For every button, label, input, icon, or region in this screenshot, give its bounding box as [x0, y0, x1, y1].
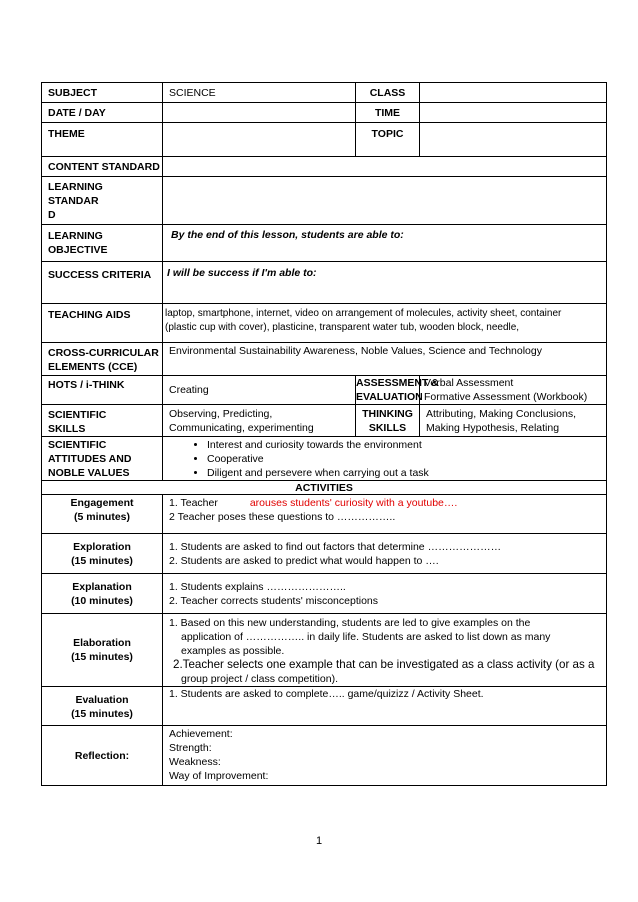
exploration-content: 1. Students are asked to find out factors that determine ………………… 2. Students are asked to predict what would happen to …. — [163, 534, 607, 574]
row-learning-standard — [42, 177, 607, 225]
attitudes-list — [169, 438, 606, 480]
row-teaching-aids — [42, 304, 607, 343]
time-value — [420, 103, 607, 123]
attitudes-label: SCIENTIFIC ATTITUDES AND NOBLE VALUES — [42, 437, 163, 481]
row-content-standard — [42, 157, 607, 177]
row-cce — [42, 343, 607, 376]
reflection-content: Achievement: Strength: Weakness: Way of Improvement: — [163, 726, 607, 786]
success-criteria-value: I will be success if I'm able to: — [163, 262, 607, 304]
row-learning-objective — [42, 225, 607, 262]
elaboration-stage: Elaboration (15 minutes) — [42, 614, 163, 687]
subject-label: SUBJECT — [42, 83, 163, 103]
explanation-content: 1. Students explains ………………….. 2. Teacher corrects students' misconceptions — [163, 574, 607, 614]
teaching-aids-label: TEACHING AIDS — [42, 304, 163, 343]
exploration-stage: Exploration (15 minutes) — [42, 534, 163, 574]
class-label: CLASS — [356, 83, 420, 103]
evaluation-content: 1. Students are asked to complete….. game/quizizz / Activity Sheet. — [163, 687, 607, 726]
attitudes-value — [163, 437, 607, 481]
evaluation-stage: Evaluation (15 minutes) — [42, 687, 163, 726]
page-number: 1 — [315, 835, 323, 847]
date-label: DATE / DAY — [42, 103, 163, 123]
elaboration-content: 1. Based on this new understanding, students are led to give examples on the application of …………….. in daily life. Students are asked to list down as many examples as possible. 2.Teacher selects one example that can be investigated as a class activity (or as a group project / class competition). — [163, 614, 607, 687]
row-hots — [42, 376, 607, 405]
thinking-skills-value: Attributing, Making Conclusions, Making Hypothesis, Relating — [420, 405, 607, 437]
row-engagement — [42, 495, 607, 534]
theme-label: THEME — [42, 123, 163, 157]
row-activities-header — [42, 481, 607, 495]
list-item: • Cooperative — [207, 452, 606, 466]
content-standard-label: CONTENT STANDARD — [42, 157, 163, 177]
row-reflection — [42, 726, 607, 786]
list-item: • Interest and curiosity towards the environment — [207, 438, 606, 452]
row-exploration — [42, 534, 607, 574]
theme-value — [163, 123, 356, 157]
teaching-aids-value: laptop, smartphone, internet, video on arrangement of molecules, activity sheet, container (plastic cup with cover), plasticine, transparent water tub, wooden block, needle, — [163, 304, 607, 343]
row-attitudes — [42, 437, 607, 481]
content-standard-value — [163, 157, 607, 177]
row-explanation — [42, 574, 607, 614]
row-date — [42, 103, 607, 123]
explanation-stage: Explanation (10 minutes) — [42, 574, 163, 614]
learning-standard-label: LEARNING STANDAR D — [42, 177, 163, 225]
learning-objective-value: By the end of this lesson, students are able to: — [163, 225, 607, 262]
thinking-skills-label: THINKING SKILLS — [356, 405, 420, 437]
reflection-label: Reflection: — [42, 726, 163, 786]
row-success-criteria — [42, 262, 607, 304]
topic-value — [420, 123, 607, 157]
hots-label: HOTS / i-THINK — [42, 376, 163, 405]
assessment-value: Verbal Assessment Formative Assessment (Workbook) — [420, 376, 607, 405]
learning-standard-value — [163, 177, 607, 225]
scientific-skills-label: SCIENTIFIC SKILLS — [42, 405, 163, 437]
row-scientific-skills — [42, 405, 607, 437]
engagement-stage: Engagement (5 minutes) — [42, 495, 163, 534]
row-elaboration — [42, 614, 607, 687]
row-theme — [42, 123, 607, 157]
class-value — [420, 83, 607, 103]
topic-label: TOPIC — [356, 123, 420, 157]
hots-value: Creating — [163, 376, 356, 405]
cce-value: Environmental Sustainability Awareness, Noble Values, Science and Technology — [163, 343, 607, 376]
success-criteria-label: SUCCESS CRITERIA — [42, 262, 163, 304]
engagement-highlight: arouses students' curiosity with a youtube…. — [249, 497, 458, 509]
time-label: TIME — [356, 103, 420, 123]
activities-header: ACTIVITIES — [42, 481, 607, 495]
subject-value: SCIENCE — [163, 83, 356, 103]
lesson-plan-table — [41, 82, 607, 786]
assessment-label: ASSESSMENT & EVALUATION — [356, 377, 439, 403]
learning-objective-label: LEARNING OBJECTIVE — [42, 225, 163, 262]
row-subject — [42, 83, 607, 103]
engagement-content: 1. Teacher arouses students' curiosity with a youtube…. 2 Teacher poses these questions to …………….. — [163, 495, 607, 534]
row-evaluation — [42, 687, 607, 726]
list-item: • Diligent and persevere when carrying out a task — [207, 466, 606, 480]
scientific-skills-value: Observing, Predicting, Communicating, experimenting — [163, 405, 356, 437]
cce-label: CROSS-CURRICULAR ELEMENTS (CCE) — [42, 343, 163, 376]
date-value — [163, 103, 356, 123]
